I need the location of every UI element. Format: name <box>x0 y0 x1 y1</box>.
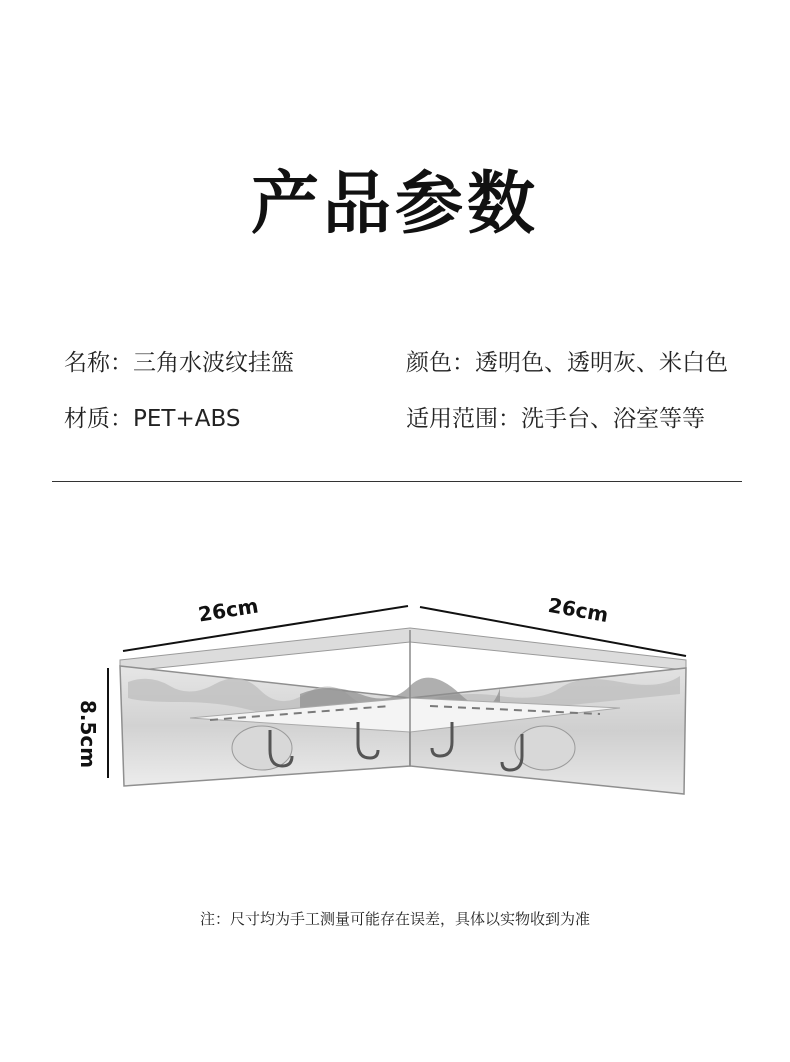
dimension-height-label: 8.5cm <box>76 699 101 769</box>
spec-name: 名称：三角水波纹挂篮 <box>64 350 294 376</box>
dimension-right-label: 26cm <box>546 592 611 628</box>
spec-scope: 适用范围：洗手台、浴室等等 <box>406 406 705 432</box>
page-title: 产品参数 <box>250 165 539 244</box>
footnote: 注：尺寸均为手工测量可能存在误差，具体以实物收到为准 <box>199 910 590 928</box>
product-image <box>0 590 790 830</box>
dimension-left-label: 26cm <box>196 593 261 627</box>
spec-material: 材质：PET+ABS <box>64 406 241 432</box>
spec-color: 颜色：透明色、透明灰、米白色 <box>406 350 728 376</box>
